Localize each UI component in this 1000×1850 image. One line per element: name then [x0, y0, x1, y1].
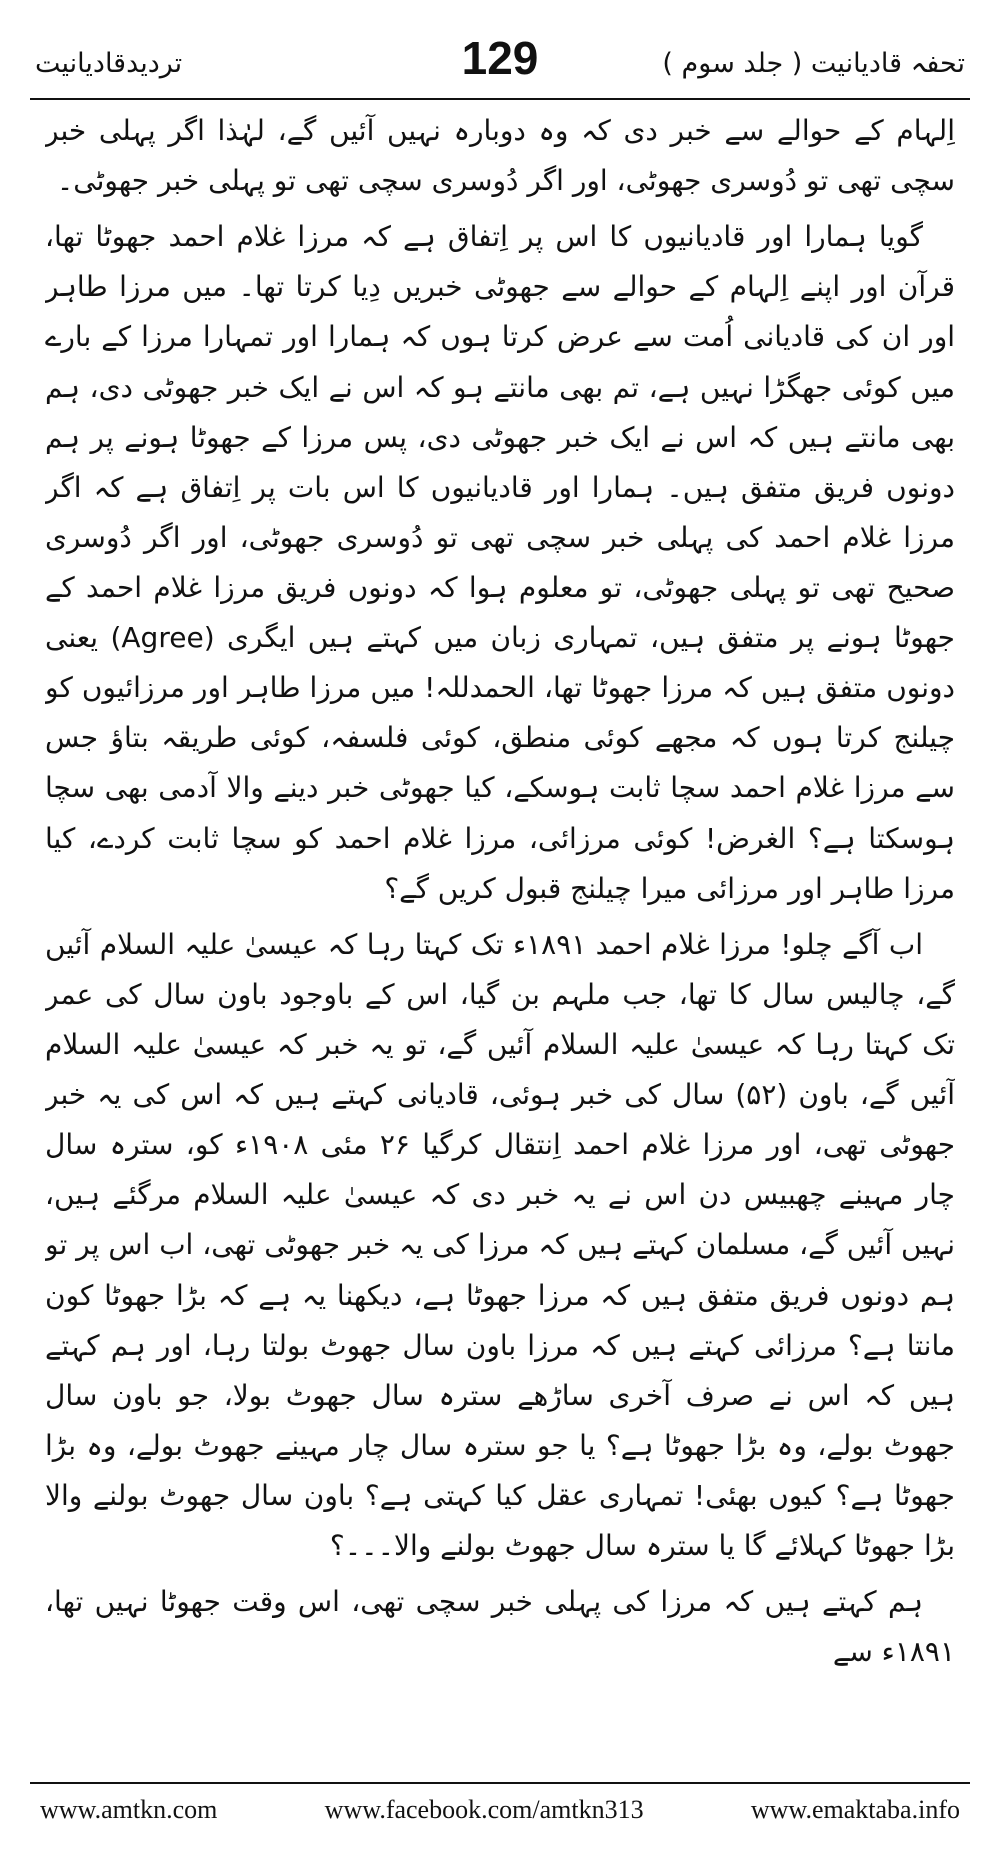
- paragraph-4: ہم کہتے ہیں کہ مرزا کی پہلی خبر سچی تھی، اس وقت جھوٹا نہیں تھا، ۱۸۹۱ء سے: [45, 1585, 955, 1669]
- page-footer: [40, 1790, 960, 1830]
- page-header: [30, 30, 970, 90]
- paragraph-2: گویا ہمارا اور قادیانیوں کا اس پر اِتفاق ہے کہ مرزا غلام احمد جھوٹا تھا، قرآن اور اپنے اِلہام کے حوالے سے جھوٹی خبریں دِیا کرتا تھا۔ میں مرزا طاہر اور ان کی قادیانی اُمت سے عرض کرتا ہوں کہ ہمارا اور تمہارا مرزا کے بارے میں کوئی جھگڑا نہیں ہے، تم بھی مانتے ہو کہ اس نے ایک خبر جھوٹی دی، ہم بھی مانتے ہیں کہ اس نے ایک خبر جھوٹی دی، پس مرزا کے جھوٹا ہونے پر ہم دونوں فریق متفق ہیں۔ ہمارا اور قادیانیوں کا اس بات پر اِتفاق ہے کہ اگر مرزا غلام احمد کی پہلی خبر سچی تھی تو دُوسری جھوٹی، اور اگر دُوسری صحیح تھی تو پہلی جھوٹی، تو معلوم ہوا کہ دونوں فریق مرزا غلام احمد کے جھوٹا ہونے پر متفق ہیں، تمہاری زبان میں کہتے ہیں ایگری (Agree) یعنی دونوں متفق ہیں کہ مرزا جھوٹا تھا، الحمدللہ! میں مرزا طاہر اور مرزائیوں کو چیلنج کرتا ہوں کہ مجھے کوئی منطق، کوئی فلسفہ، کوئی طریقہ بتاؤ جس سے مرزا غلام احمد سچا ثابت ہوسکے، کیا جھوٹی خبر دینے والا آدمی بھی سچا ہوسکتا ہے؟ الغرض! کوئی مرزائی، مرزا غلام احمد کو سچا ثابت کردے، کیا مرزا طاہر اور مرزائی میرا چیلنج قبول کریں گے؟: [45, 220, 955, 905]
- section-title: تردیدقادیانیت: [35, 48, 183, 79]
- footer-link-facebook[interactable]: www.facebook.com/amtkn313: [324, 1795, 644, 1824]
- page-number: 129: [461, 32, 539, 84]
- book-title: تحفہ قادیانیت ( جلد سوم ): [662, 48, 965, 79]
- footer-divider: [30, 1782, 970, 1784]
- paragraph-3: اب آگے چلو! مرزا غلام احمد ۱۸۹۱ء تک کہتا رہا کہ عیسیٰ علیہ السلام آئیں گے، چالیس سال کا تھا، جب ملہم بن گیا، اس کے باوجود باون سال کی عمر تک کہتا رہا کہ عیسیٰ علیہ السلام آئیں گے، تو یہ خبر کہ عیسیٰ علیہ السلام آئیں گے، باون (۵۲) سال کی خبر ہوئی، قادیانی کہتے ہیں کہ اس کی یہ خبر جھوٹی تھی، اور مرزا غلام احمد اِنتقال کرگیا ۲۶ مئی ۱۹۰۸ء کو، سترہ سال چار مہینے چھبیس دن اس نے یہ خبر دی کہ عیسیٰ علیہ السلام مرگئے ہیں، نہیں آئیں گے، مسلمان کہتے ہیں کہ مرزا کی یہ خبر جھوٹی تھی، اب اس پر تو ہم دونوں فریق متفق ہیں کہ مرزا جھوٹا ہے، دیکھنا یہ ہے کہ بڑا جھوٹا کون مانتا ہے؟ مرزائی کہتے ہیں کہ مرزا باون سال جھوٹ بولتا رہا، اور ہم کہتے ہیں کہ اس نے صرف آخری ساڑھے سترہ سال جھوٹ بولا، جو باون سال جھوٹ بولے، وہ بڑا جھوٹا ہے؟ یا جو سترہ سال چار مہینے جھوٹ بولے، وہ بڑا جھوٹا ہے؟ کیوں بھئی! تمہاری عقل کیا کہتی ہے؟ باون سال جھوٹ بولنے والا بڑا جھوٹا کہلائے گا یا سترہ سال جھوٹ بولنے والا۔۔۔؟: [45, 927, 955, 1563]
- footer-link-emaktaba[interactable]: www.emaktaba.info: [750, 1795, 960, 1824]
- body-text: [45, 106, 955, 1774]
- footer-link-amtkn[interactable]: www.amtkn.com: [40, 1795, 218, 1824]
- paragraph-1: اِلہام کے حوالے سے خبر دی کہ وہ دوبارہ نہیں آئیں گے، لہٰذا اگر پہلی خبر سچی تھی تو دُوسری جھوٹی، اور اگر دُوسری سچی تھی تو پہلی خبر جھوٹی۔: [45, 114, 955, 198]
- header-divider: [30, 98, 970, 100]
